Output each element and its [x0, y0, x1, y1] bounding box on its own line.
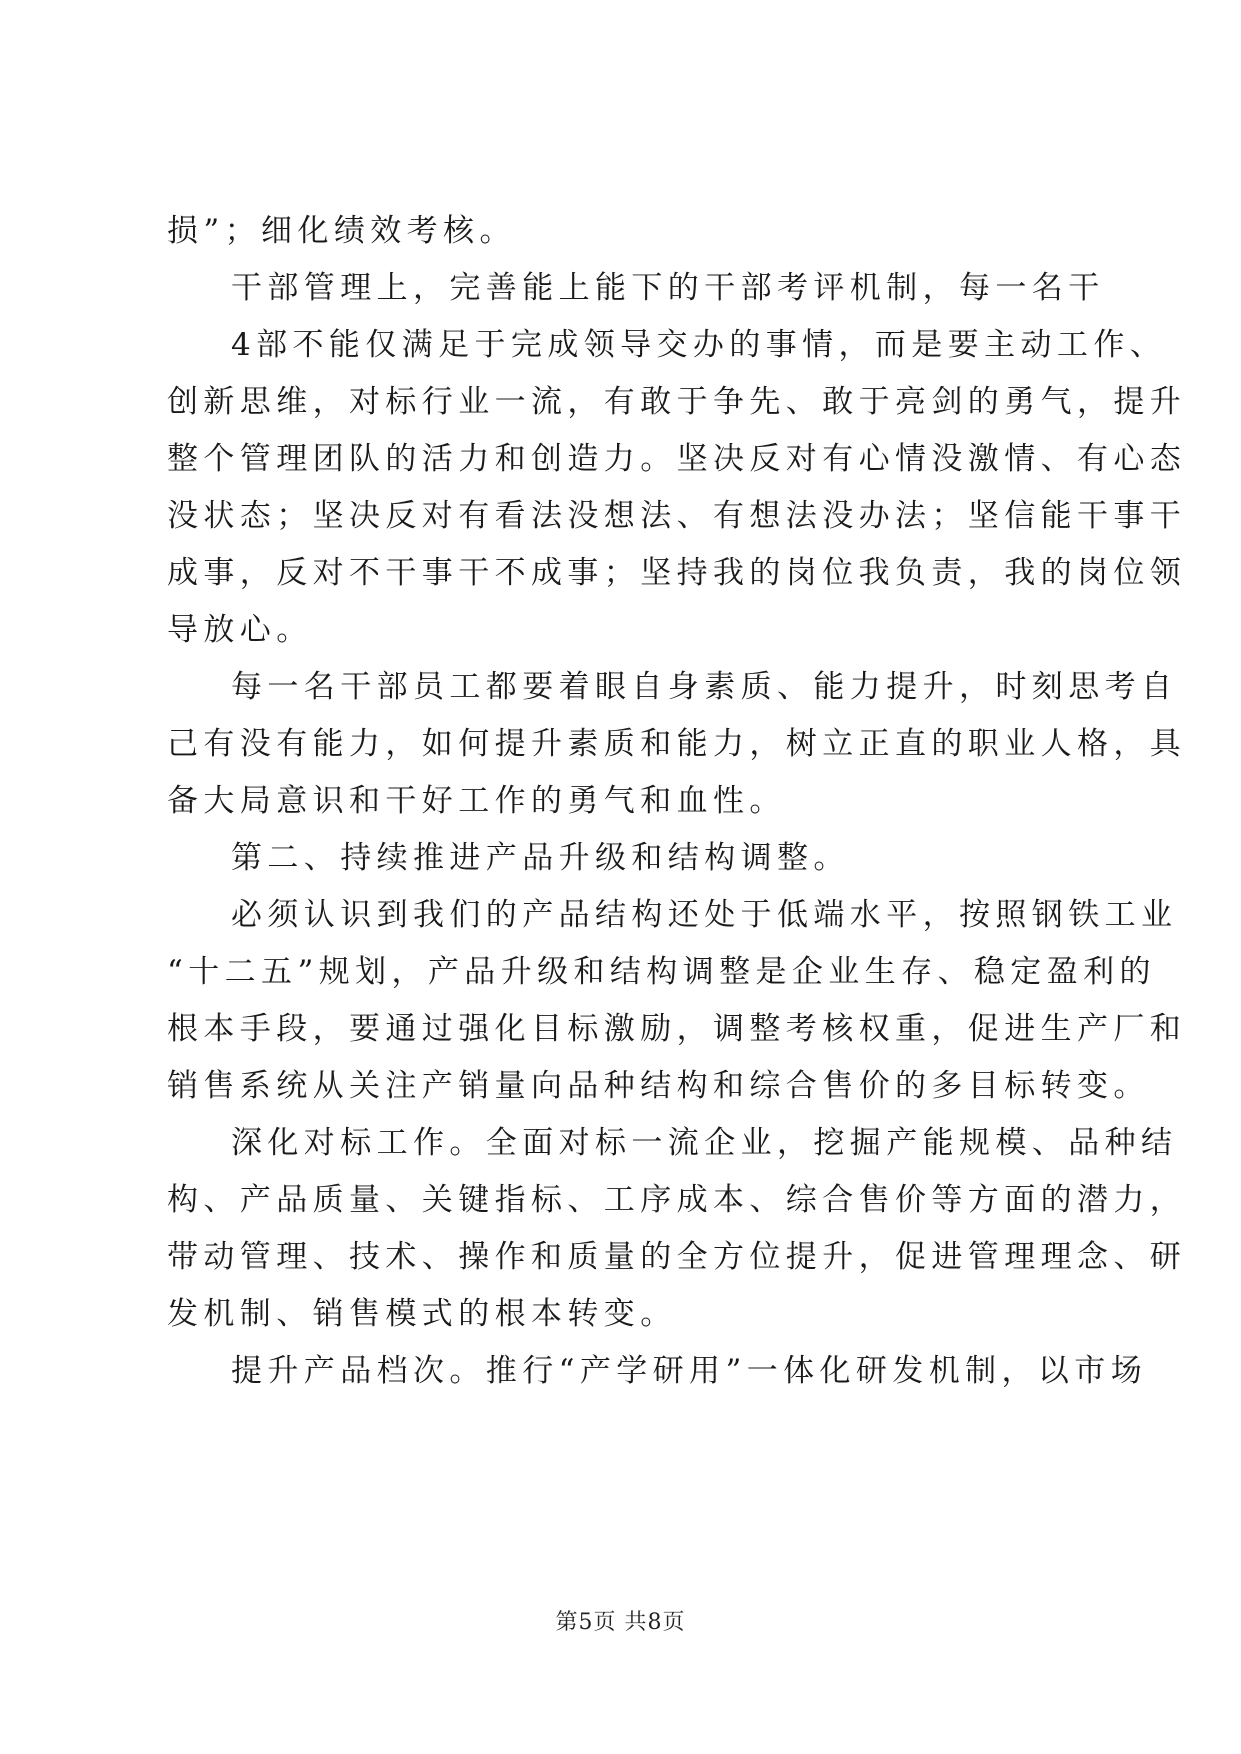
body-line: 备大局意识和干好工作的勇气和血性。	[167, 783, 786, 819]
body-line: 必须认识到我们的产品结构还处于低端水平，按照钢铁工业	[231, 897, 1178, 933]
body-line: 销售系统从关注产销量向品种结构和综合售价的多目标转变。	[167, 1068, 1150, 1104]
body-line: 深化对标工作。全面对标一流企业，挖掘产能规模、品种结	[231, 1125, 1178, 1161]
body-line: 创新思维，对标行业一流，有敢于争先、敢于亮剑的勇气，提升	[167, 384, 1187, 420]
body-line: 整个管理团队的活力和创造力。坚决反对有心情没激情、有心态	[167, 441, 1187, 477]
body-line: 4部不能仅满足于完成领导交办的事情，而是要主动工作、	[231, 327, 1167, 363]
page-footer: 第5页 共8页	[555, 1610, 686, 1635]
body-line: 带动管理、技术、操作和质量的全方位提升，促进管理理念、研	[167, 1239, 1187, 1275]
body-line: 发机制、销售模式的根本转变。	[167, 1296, 677, 1332]
section-heading: 第二、持续推进产品升级和结构调整。	[231, 840, 850, 876]
body-line: 成事，反对不干事干不成事；坚持我的岗位我负责，我的岗位领	[167, 555, 1187, 591]
body-line: 己有没有能力，如何提升素质和能力，树立正直的职业人格，具	[167, 726, 1187, 762]
body-line: 导放心。	[167, 612, 313, 648]
body-line: 干部管理上，完善能上能下的干部考评机制，每一名干	[231, 270, 1105, 306]
body-line: 损”；细化绩效考核。	[167, 213, 516, 249]
body-line: “十二五”规划，产品升级和结构调整是企业生存、稳定盈利的	[167, 954, 1156, 990]
body-line: 每一名干部员工都要着眼自身素质、能力提升，时刻思考自	[231, 669, 1178, 705]
body-line: 没状态；坚决反对有看法没想法、有想法没办法；坚信能干事干	[167, 498, 1187, 534]
body-line: 根本手段，要通过强化目标激励，调整考核权重，促进生产厂和	[167, 1011, 1187, 1047]
body-line: 构、产品质量、关键指标、工序成本、综合售价等方面的潜力，	[167, 1182, 1187, 1218]
body-line: 提升产品档次。推行“产学研用”一体化研发机制，以市场	[231, 1353, 1148, 1389]
